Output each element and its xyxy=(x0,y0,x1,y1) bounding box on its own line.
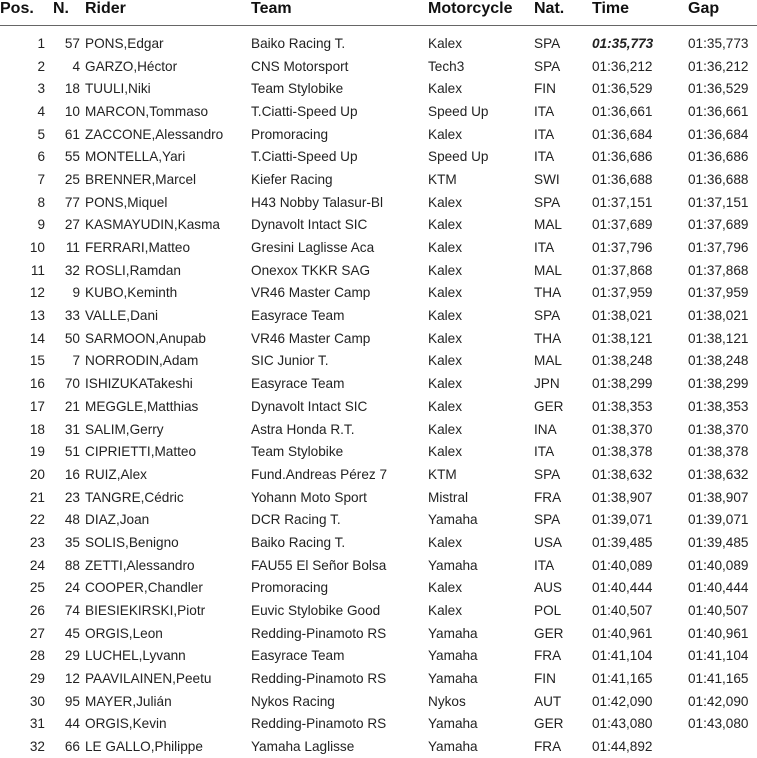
gap-cell: 01:37,868 xyxy=(688,259,757,282)
rider-number-cell: 44 xyxy=(45,713,85,736)
table-row xyxy=(0,327,757,350)
position-cell: 22 xyxy=(0,508,45,531)
team-cell: Promoracing xyxy=(251,577,428,600)
nationality-cell: GER xyxy=(534,395,592,418)
table-row xyxy=(0,32,757,55)
team-cell: Redding-Pinamoto RS xyxy=(251,667,428,690)
nationality-cell: USA xyxy=(534,531,592,554)
table-row xyxy=(0,690,757,713)
team-cell: FAU55 El Señor Bolsa xyxy=(251,554,428,577)
time-cell: 01:39,071 xyxy=(592,508,688,531)
gap-cell: 01:40,444 xyxy=(688,577,757,600)
position-cell: 27 xyxy=(0,622,45,645)
results-body xyxy=(0,26,757,758)
team-cell: DCR Racing T. xyxy=(251,508,428,531)
time-cell: 01:38,021 xyxy=(592,304,688,327)
position-cell: 30 xyxy=(0,690,45,713)
position-cell: 14 xyxy=(0,327,45,350)
position-cell: 2 xyxy=(0,55,45,78)
position-cell: 1 xyxy=(0,32,45,55)
header-motorcycle: Motorcycle xyxy=(428,0,534,26)
team-cell: Euvic Stylobike Good xyxy=(251,599,428,622)
motorcycle-cell: Kalex xyxy=(428,372,534,395)
rider-name-cell: BRENNER,Marcel xyxy=(85,168,251,191)
motorcycle-cell: Kalex xyxy=(428,123,534,146)
motorcycle-cell: Kalex xyxy=(428,282,534,305)
rider-number-cell: 35 xyxy=(45,531,85,554)
rider-number-cell: 50 xyxy=(45,327,85,350)
time-cell: 01:38,907 xyxy=(592,486,688,509)
time-cell: 01:44,892 xyxy=(592,735,688,758)
nationality-cell: FIN xyxy=(534,667,592,690)
rider-number-cell: 7 xyxy=(45,350,85,373)
rider-name-cell: TANGRE,Cédric xyxy=(85,486,251,509)
gap-cell: 01:42,090 xyxy=(688,690,757,713)
motorcycle-cell: Kalex xyxy=(428,327,534,350)
time-cell: 01:37,868 xyxy=(592,259,688,282)
motorcycle-cell: Kalex xyxy=(428,32,534,55)
header-time: Time xyxy=(592,0,688,26)
time-cell: 01:38,248 xyxy=(592,350,688,373)
motorcycle-cell: Kalex xyxy=(428,418,534,441)
nationality-cell: FRA xyxy=(534,645,592,668)
position-cell: 32 xyxy=(0,735,45,758)
nationality-cell: MAL xyxy=(534,259,592,282)
time-cell: 01:35,773 xyxy=(592,32,688,55)
position-cell: 4 xyxy=(0,100,45,123)
rider-number-cell: 70 xyxy=(45,372,85,395)
table-row xyxy=(0,304,757,327)
time-cell: 01:40,444 xyxy=(592,577,688,600)
table-row xyxy=(0,236,757,259)
gap-cell: 01:38,248 xyxy=(688,350,757,373)
table-row xyxy=(0,100,757,123)
team-cell: Team Stylobike xyxy=(251,440,428,463)
time-cell: 01:41,165 xyxy=(592,667,688,690)
rider-name-cell: BIESIEKIRSKI,Piotr xyxy=(85,599,251,622)
motorcycle-cell: Tech3 xyxy=(428,55,534,78)
position-cell: 7 xyxy=(0,168,45,191)
time-cell: 01:43,080 xyxy=(592,713,688,736)
nationality-cell: FRA xyxy=(534,486,592,509)
motorcycle-cell: Kalex xyxy=(428,599,534,622)
table-row xyxy=(0,395,757,418)
gap-cell: 01:38,378 xyxy=(688,440,757,463)
time-cell: 01:40,089 xyxy=(592,554,688,577)
table-row xyxy=(0,168,757,191)
time-cell: 01:37,796 xyxy=(592,236,688,259)
gap-cell: 01:36,684 xyxy=(688,123,757,146)
nationality-cell: ITA xyxy=(534,440,592,463)
team-cell: T.Ciatti-Speed Up xyxy=(251,100,428,123)
header-row xyxy=(0,0,757,26)
table-row xyxy=(0,486,757,509)
table-row xyxy=(0,645,757,668)
rider-name-cell: ISHIZUKATakeshi xyxy=(85,372,251,395)
table-row xyxy=(0,191,757,214)
team-cell: Easyrace Team xyxy=(251,372,428,395)
rider-name-cell: COOPER,Chandler xyxy=(85,577,251,600)
position-cell: 13 xyxy=(0,304,45,327)
nationality-cell: INA xyxy=(534,418,592,441)
rider-number-cell: 16 xyxy=(45,463,85,486)
rider-number-cell: 51 xyxy=(45,440,85,463)
team-cell: Kiefer Racing xyxy=(251,168,428,191)
table-row xyxy=(0,372,757,395)
team-cell: Promoracing xyxy=(251,123,428,146)
table-row xyxy=(0,735,757,758)
rider-number-cell: 74 xyxy=(45,599,85,622)
table-row xyxy=(0,531,757,554)
gap-cell: 01:35,773 xyxy=(688,32,757,55)
nationality-cell: MAL xyxy=(534,214,592,237)
team-cell: Team Stylobike xyxy=(251,77,428,100)
rider-name-cell: CIPRIETTI,Matteo xyxy=(85,440,251,463)
gap-cell: 01:38,299 xyxy=(688,372,757,395)
nationality-cell: ITA xyxy=(534,236,592,259)
rider-name-cell: FERRARI,Matteo xyxy=(85,236,251,259)
time-cell: 01:42,090 xyxy=(592,690,688,713)
motorcycle-cell: Yamaha xyxy=(428,508,534,531)
rider-number-cell: 32 xyxy=(45,259,85,282)
motorcycle-cell: Yamaha xyxy=(428,554,534,577)
table-row xyxy=(0,214,757,237)
gap-cell: 01:38,907 xyxy=(688,486,757,509)
table-row xyxy=(0,577,757,600)
gap-cell: 01:38,353 xyxy=(688,395,757,418)
table-row xyxy=(0,599,757,622)
time-cell: 01:36,684 xyxy=(592,123,688,146)
rider-number-cell: 25 xyxy=(45,168,85,191)
motorcycle-cell: Mistral xyxy=(428,486,534,509)
rider-name-cell: KASMAYUDIN,Kasma xyxy=(85,214,251,237)
team-cell: T.Ciatti-Speed Up xyxy=(251,145,428,168)
position-cell: 26 xyxy=(0,599,45,622)
rider-name-cell: LE GALLO,Philippe xyxy=(85,735,251,758)
motorcycle-cell: Nykos xyxy=(428,690,534,713)
nationality-cell: GER xyxy=(534,622,592,645)
position-cell: 29 xyxy=(0,667,45,690)
team-cell: Yamaha Laglisse xyxy=(251,735,428,758)
team-cell: Redding-Pinamoto RS xyxy=(251,622,428,645)
rider-number-cell: 23 xyxy=(45,486,85,509)
header-gap: Gap xyxy=(688,0,757,26)
rider-name-cell: MEGGLE,Matthias xyxy=(85,395,251,418)
team-cell: Easyrace Team xyxy=(251,304,428,327)
rider-name-cell: SOLIS,Benigno xyxy=(85,531,251,554)
nationality-cell: SPA xyxy=(534,55,592,78)
nationality-cell: FRA xyxy=(534,735,592,758)
rider-number-cell: 12 xyxy=(45,667,85,690)
nationality-cell: SPA xyxy=(534,32,592,55)
gap-cell: 01:38,121 xyxy=(688,327,757,350)
nationality-cell: ITA xyxy=(534,554,592,577)
rider-name-cell: MAYER,Julián xyxy=(85,690,251,713)
nationality-cell: MAL xyxy=(534,350,592,373)
team-cell: Dynavolt Intact SIC xyxy=(251,214,428,237)
time-cell: 01:37,689 xyxy=(592,214,688,237)
gap-cell: 01:37,796 xyxy=(688,236,757,259)
position-cell: 6 xyxy=(0,145,45,168)
team-cell: VR46 Master Camp xyxy=(251,282,428,305)
nationality-cell: SWI xyxy=(534,168,592,191)
time-cell: 01:38,299 xyxy=(592,372,688,395)
gap-cell: 01:37,151 xyxy=(688,191,757,214)
rider-name-cell: RUIZ,Alex xyxy=(85,463,251,486)
motorcycle-cell: KTM xyxy=(428,168,534,191)
gap-cell: 01:37,959 xyxy=(688,282,757,305)
team-cell: SIC Junior T. xyxy=(251,350,428,373)
gap-cell: 01:40,507 xyxy=(688,599,757,622)
time-cell: 01:37,959 xyxy=(592,282,688,305)
motorcycle-cell: Kalex xyxy=(428,259,534,282)
position-cell: 20 xyxy=(0,463,45,486)
nationality-cell: AUT xyxy=(534,690,592,713)
time-cell: 01:40,507 xyxy=(592,599,688,622)
team-cell: Nykos Racing xyxy=(251,690,428,713)
time-cell: 01:36,661 xyxy=(592,100,688,123)
team-cell: Astra Honda R.T. xyxy=(251,418,428,441)
table-row xyxy=(0,440,757,463)
rider-number-cell: 9 xyxy=(45,282,85,305)
rider-name-cell: ORGIS,Leon xyxy=(85,622,251,645)
time-cell: 01:38,632 xyxy=(592,463,688,486)
nationality-cell: ITA xyxy=(534,123,592,146)
gap-cell: 01:36,661 xyxy=(688,100,757,123)
rider-name-cell: LUCHEL,Lyvann xyxy=(85,645,251,668)
rider-name-cell: NORRODIN,Adam xyxy=(85,350,251,373)
nationality-cell: POL xyxy=(534,599,592,622)
gap-cell: 01:40,089 xyxy=(688,554,757,577)
motorcycle-cell: Kalex xyxy=(428,531,534,554)
motorcycle-cell: Yamaha xyxy=(428,667,534,690)
rider-number-cell: 21 xyxy=(45,395,85,418)
nationality-cell: AUS xyxy=(534,577,592,600)
rider-name-cell: KUBO,Keminth xyxy=(85,282,251,305)
motorcycle-cell: Kalex xyxy=(428,236,534,259)
gap-cell: 01:39,071 xyxy=(688,508,757,531)
rider-name-cell: PAAVILAINEN,Peetu xyxy=(85,667,251,690)
rider-number-cell: 77 xyxy=(45,191,85,214)
nationality-cell: THA xyxy=(534,327,592,350)
rider-name-cell: PONS,Miquel xyxy=(85,191,251,214)
position-cell: 5 xyxy=(0,123,45,146)
rider-number-cell: 88 xyxy=(45,554,85,577)
nationality-cell: GER xyxy=(534,713,592,736)
position-cell: 8 xyxy=(0,191,45,214)
rider-name-cell: ZETTI,Alessandro xyxy=(85,554,251,577)
team-cell: Baiko Racing T. xyxy=(251,531,428,554)
motorcycle-cell: Speed Up xyxy=(428,145,534,168)
table-row xyxy=(0,145,757,168)
gap-cell: 01:36,529 xyxy=(688,77,757,100)
header-nationality: Nat. xyxy=(534,0,592,26)
time-cell: 01:38,121 xyxy=(592,327,688,350)
rider-number-cell: 18 xyxy=(45,77,85,100)
position-cell: 25 xyxy=(0,577,45,600)
motorcycle-cell: Speed Up xyxy=(428,100,534,123)
header-pos: Pos. xyxy=(0,0,45,26)
header-rider: Rider xyxy=(85,0,251,26)
position-cell: 11 xyxy=(0,259,45,282)
rider-number-cell: 29 xyxy=(45,645,85,668)
team-cell: H43 Nobby Talasur-Bl xyxy=(251,191,428,214)
motorcycle-cell: Kalex xyxy=(428,191,534,214)
time-cell: 01:38,353 xyxy=(592,395,688,418)
time-cell: 01:39,485 xyxy=(592,531,688,554)
rider-name-cell: PONS,Edgar xyxy=(85,32,251,55)
nationality-cell: FIN xyxy=(534,77,592,100)
position-cell: 17 xyxy=(0,395,45,418)
nationality-cell: ITA xyxy=(534,100,592,123)
motorcycle-cell: Kalex xyxy=(428,350,534,373)
rider-name-cell: ROSLI,Ramdan xyxy=(85,259,251,282)
time-cell: 01:36,529 xyxy=(592,77,688,100)
table-row xyxy=(0,713,757,736)
rider-number-cell: 11 xyxy=(45,236,85,259)
team-cell: VR46 Master Camp xyxy=(251,327,428,350)
team-cell: Yohann Moto Sport xyxy=(251,486,428,509)
motorcycle-cell: Kalex xyxy=(428,440,534,463)
rider-number-cell: 61 xyxy=(45,123,85,146)
motorcycle-cell: Kalex xyxy=(428,77,534,100)
table-row xyxy=(0,55,757,78)
time-cell: 01:40,961 xyxy=(592,622,688,645)
nationality-cell: ITA xyxy=(534,145,592,168)
rider-name-cell: DIAZ,Joan xyxy=(85,508,251,531)
gap-cell: 01:41,165 xyxy=(688,667,757,690)
header-number: N. xyxy=(45,0,85,26)
team-cell: Easyrace Team xyxy=(251,645,428,668)
time-cell: 01:41,104 xyxy=(592,645,688,668)
motorcycle-cell: Kalex xyxy=(428,304,534,327)
team-cell: Gresini Laglisse Aca xyxy=(251,236,428,259)
team-cell: CNS Motorsport xyxy=(251,55,428,78)
gap-cell: 01:39,485 xyxy=(688,531,757,554)
position-cell: 12 xyxy=(0,282,45,305)
rider-name-cell: GARZO,Héctor xyxy=(85,55,251,78)
motorcycle-cell: KTM xyxy=(428,463,534,486)
time-cell: 01:36,688 xyxy=(592,168,688,191)
time-cell: 01:38,370 xyxy=(592,418,688,441)
table-row xyxy=(0,667,757,690)
header-team: Team xyxy=(251,0,428,26)
gap-cell: 01:36,212 xyxy=(688,55,757,78)
rider-number-cell: 66 xyxy=(45,735,85,758)
gap-cell: 01:38,632 xyxy=(688,463,757,486)
gap-cell: 01:40,961 xyxy=(688,622,757,645)
rider-number-cell: 55 xyxy=(45,145,85,168)
team-cell: Fund.Andreas Pérez 7 xyxy=(251,463,428,486)
position-cell: 9 xyxy=(0,214,45,237)
table-row xyxy=(0,554,757,577)
rider-number-cell: 31 xyxy=(45,418,85,441)
rider-name-cell: TUULI,Niki xyxy=(85,77,251,100)
rider-name-cell: MONTELLA,Yari xyxy=(85,145,251,168)
motorcycle-cell: Kalex xyxy=(428,214,534,237)
motorcycle-cell: Yamaha xyxy=(428,645,534,668)
nationality-cell: SPA xyxy=(534,304,592,327)
gap-cell: 01:38,021 xyxy=(688,304,757,327)
rider-number-cell: 33 xyxy=(45,304,85,327)
team-cell: Redding-Pinamoto RS xyxy=(251,713,428,736)
gap-cell: 01:38,370 xyxy=(688,418,757,441)
position-cell: 19 xyxy=(0,440,45,463)
team-cell: Baiko Racing T. xyxy=(251,32,428,55)
nationality-cell: JPN xyxy=(534,372,592,395)
rider-name-cell: SALIM,Gerry xyxy=(85,418,251,441)
rider-number-cell: 57 xyxy=(45,32,85,55)
team-cell: Dynavolt Intact SIC xyxy=(251,395,428,418)
gap-cell xyxy=(688,735,757,758)
rider-number-cell: 48 xyxy=(45,508,85,531)
gap-cell: 01:43,080 xyxy=(688,713,757,736)
time-cell: 01:36,686 xyxy=(592,145,688,168)
rider-number-cell: 45 xyxy=(45,622,85,645)
gap-cell: 01:37,689 xyxy=(688,214,757,237)
table-row xyxy=(0,282,757,305)
motorcycle-cell: Kalex xyxy=(428,577,534,600)
position-cell: 15 xyxy=(0,350,45,373)
rider-name-cell: SARMOON,Anupab xyxy=(85,327,251,350)
motorcycle-cell: Yamaha xyxy=(428,735,534,758)
nationality-cell: SPA xyxy=(534,191,592,214)
rider-number-cell: 27 xyxy=(45,214,85,237)
table-row xyxy=(0,259,757,282)
rider-name-cell: VALLE,Dani xyxy=(85,304,251,327)
table-row xyxy=(0,622,757,645)
position-cell: 24 xyxy=(0,554,45,577)
position-cell: 10 xyxy=(0,236,45,259)
nationality-cell: SPA xyxy=(534,508,592,531)
position-cell: 18 xyxy=(0,418,45,441)
motorcycle-cell: Yamaha xyxy=(428,713,534,736)
motorcycle-cell: Yamaha xyxy=(428,622,534,645)
nationality-cell: THA xyxy=(534,282,592,305)
table-row xyxy=(0,418,757,441)
rider-number-cell: 95 xyxy=(45,690,85,713)
time-cell: 01:38,378 xyxy=(592,440,688,463)
time-cell: 01:37,151 xyxy=(592,191,688,214)
table-row xyxy=(0,77,757,100)
position-cell: 21 xyxy=(0,486,45,509)
position-cell: 16 xyxy=(0,372,45,395)
table-row xyxy=(0,123,757,146)
gap-cell: 01:36,686 xyxy=(688,145,757,168)
table-row xyxy=(0,350,757,373)
position-cell: 28 xyxy=(0,645,45,668)
position-cell: 3 xyxy=(0,77,45,100)
gap-cell: 01:41,104 xyxy=(688,645,757,668)
rider-number-cell: 10 xyxy=(45,100,85,123)
gap-cell: 01:36,688 xyxy=(688,168,757,191)
team-cell: Onexox TKKR SAG xyxy=(251,259,428,282)
table-row xyxy=(0,508,757,531)
rider-name-cell: ORGIS,Kevin xyxy=(85,713,251,736)
rider-number-cell: 24 xyxy=(45,577,85,600)
rider-name-cell: ZACCONE,Alessandro xyxy=(85,123,251,146)
nationality-cell: SPA xyxy=(534,463,592,486)
time-cell: 01:36,212 xyxy=(592,55,688,78)
rider-name-cell: MARCON,Tommaso xyxy=(85,100,251,123)
motorcycle-cell: Kalex xyxy=(428,395,534,418)
rider-number-cell: 4 xyxy=(45,55,85,78)
table-row xyxy=(0,463,757,486)
position-cell: 23 xyxy=(0,531,45,554)
position-cell: 31 xyxy=(0,713,45,736)
